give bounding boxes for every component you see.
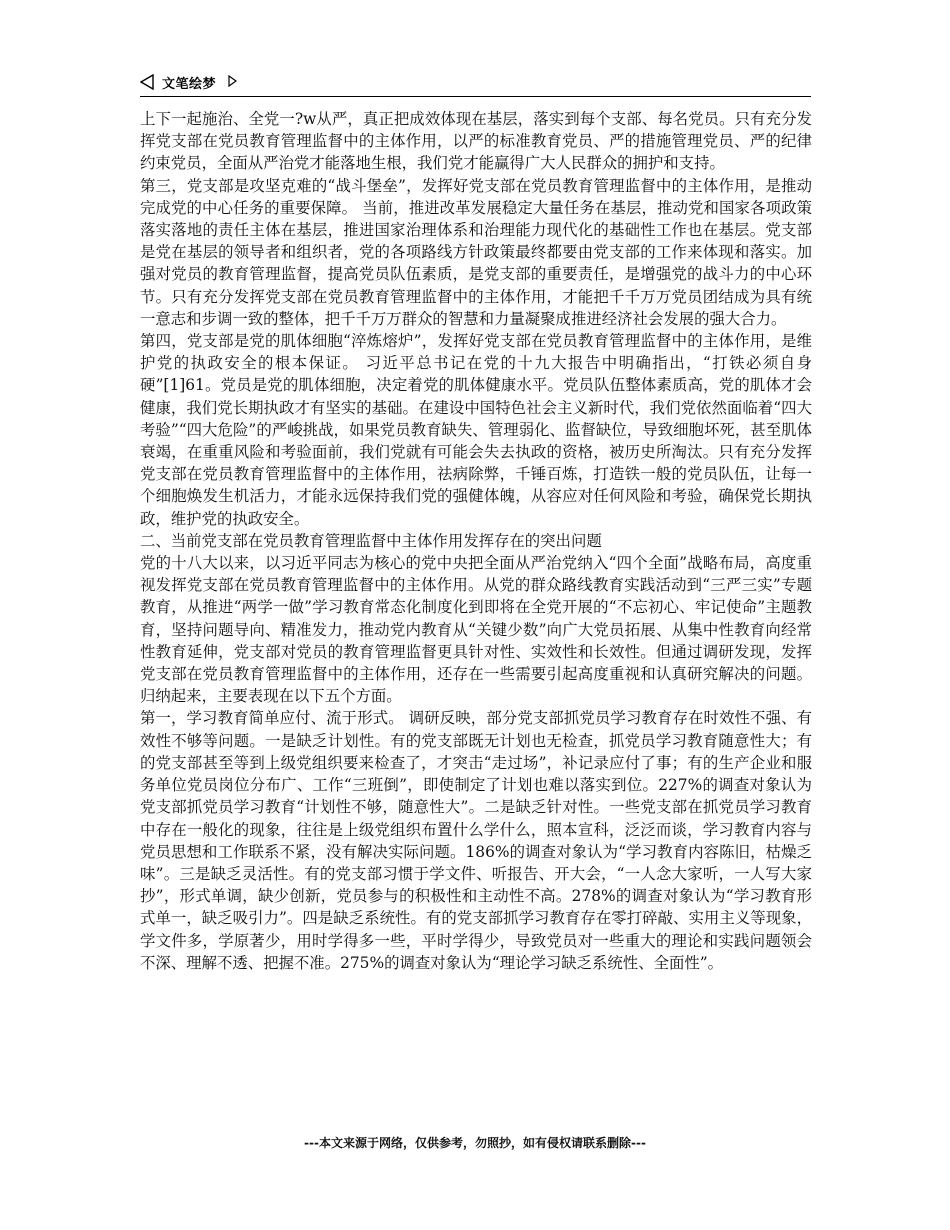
header-title: 文笔绘梦 xyxy=(162,77,217,92)
paragraph: 上下一起施治、全党一?w从严，真正把成效体现在基层，落实到每个支部、每名党员。只有充分发挥党支部在党员教育管理监督中的主体作用，以严的标准教育党员、严的措施管理党员、严的纪律约束党员，全面从严治党才能落地生根，我们党才能赢得广大人民群众的拥护和支持。 xyxy=(140,110,812,173)
paragraph: 第一，学习教育简单应付、流于形式。 调研反映，部分党支部抓党员学习教育存在时效性不强、有效性不够等问题。一是缺乏计划性。有的党支部既无计划也无检查，抓党员学习教育随意性大；有的党支部甚至等到上级党组织要来检查了，才突击“走过场”，补记录应付了事；有的生产企业和服务单位党员岗位分布广、工作“三班倒”，即使制定了计划也难以落实到位。227%的调查对象认为党支部抓党员学习教育“计划性不够，随意性大”。二是缺乏针对性。一些党支部在抓党员学习教育中存在一般化的现象，往往是上级党组织布置什么学什么，照本宣科，泛泛而谈，学习教育内容与党员思想和工作联系不紧，没有解决实际问题。186%的调查对象认为“学习教育内容陈旧，枯燥乏味”。三是缺乏灵活性。有的党支部习惯于学文件、听报告、开大会，“一人念大家听，一人写大家抄”，形式单调，缺少创新，党员参与的积极性和主动性不高。278%的调查对象认为“学习教育形式单一，缺乏吸引力”。四是缺乏系统性。有的党支部抓学习教育存在零打碎敲、实用主义等现象，学文件多，学原著少，用时学得多一些，平时学得少，导致党员对一些重大的理论和实践问题领会不深、理解不透、把握不准。275%的调查对象认为“理论学习缺乏系统性、全面性”。 xyxy=(140,709,812,972)
paragraph: 第四，党支部是党的肌体细胞“淬炼熔炉”，发挥好党支部在党员教育管理监督中的主体作用，是维护党的执政安全的根本保证。 习近平总书记在党的十九大报告中明确指出，“打铁必须自身硬”[1]61。党员是党的肌体细胞，决定着党的肌体健康水平。党员队伍整体素质高，党的肌体才会健康，我们党长期执政才有坚实的基础。在建设中国特色社会主义新时代，我们党依然面临着“四大考验”“四大危险”的严峻挑战，如果党员教育缺失、管理弱化、监督缺位，导致细胞坏死，甚至肌体衰竭，在重重风险和考验面前，我们党就有可能会失去执政的资格，被历史所淘汰。只有充分发挥党支部在党员教育管理监督中的主体作用，祛病除弊，千锤百炼，打造铁一般的党员队伍，让每一个细胞焕发生机活力，才能永远保持我们党的强健体魄，从容应对任何风险和考验，确保党长期执政，维护党的执政安全。 xyxy=(140,332,812,528)
page-footer-disclaimer: ---本文来源于网络，仅供参考，勿照抄，如有侵权请联系删除--- xyxy=(304,1136,646,1150)
document-body xyxy=(140,108,812,974)
paragraph: 党的十八大以来，以习近平同志为核心的党中央把全面从严治党纳入“四个全面”战略布局，高度重视发挥党支部在党员教育管理监督中的主体作用。从党的群众路线教育实践活动到“三严三实”专题教育，从推进“两学一做”学习教育常态化制度化到即将在全党开展的“不忘初心、牢记使命”主题教育，坚持问题导向、精准发力，推动党内教育从“关键少数”向广大党员拓展、从集中性教育向经常性教育延伸，党支部对党员的教育管理监督更具针对性、实效性和长效性。但通过调研发现，发挥党支部在党员教育管理监督中的主体作用，还存在一些需要引起高度重视和认真研究解决的问题。归纳起来，主要表现在以下五个方面。 xyxy=(140,554,812,706)
section-heading: 二、当前党支部在党员教育管理监督中主体作用发挥存在的突出问题 xyxy=(140,531,602,550)
triangle-left-outline-icon xyxy=(140,74,154,90)
triangle-right-outline-icon xyxy=(228,75,237,87)
paragraph: 第三，党支部是攻坚克难的“战斗堡垒”，发挥好党支部在党员教育管理监督中的主体作用，是推动完成党的中心任务的重要保障。 当前，推进改革发展稳定大量任务在基层，推动党和国家各项政策落实落地的责任主体在基层，推进国家治理体系和治理能力现代化的基础性工作也在基层。党支部是党在基层的领导者和组织者，党的各项路线方针政策最终都要由党支部的工作来体现和落实。加强对党员的教育管理监督，提高党员队伍素质，是党支部的重要责任，是增强党的战斗力的中心环节。只有充分发挥党支部在党员教育管理监督中的主体作用，才能把千千万万党员团结成为具有统一意志和步调一致的整体，把千千万万群众的智慧和力量凝聚成推进经济社会发展的强大合力。 xyxy=(140,176,812,328)
page-header xyxy=(140,72,811,97)
